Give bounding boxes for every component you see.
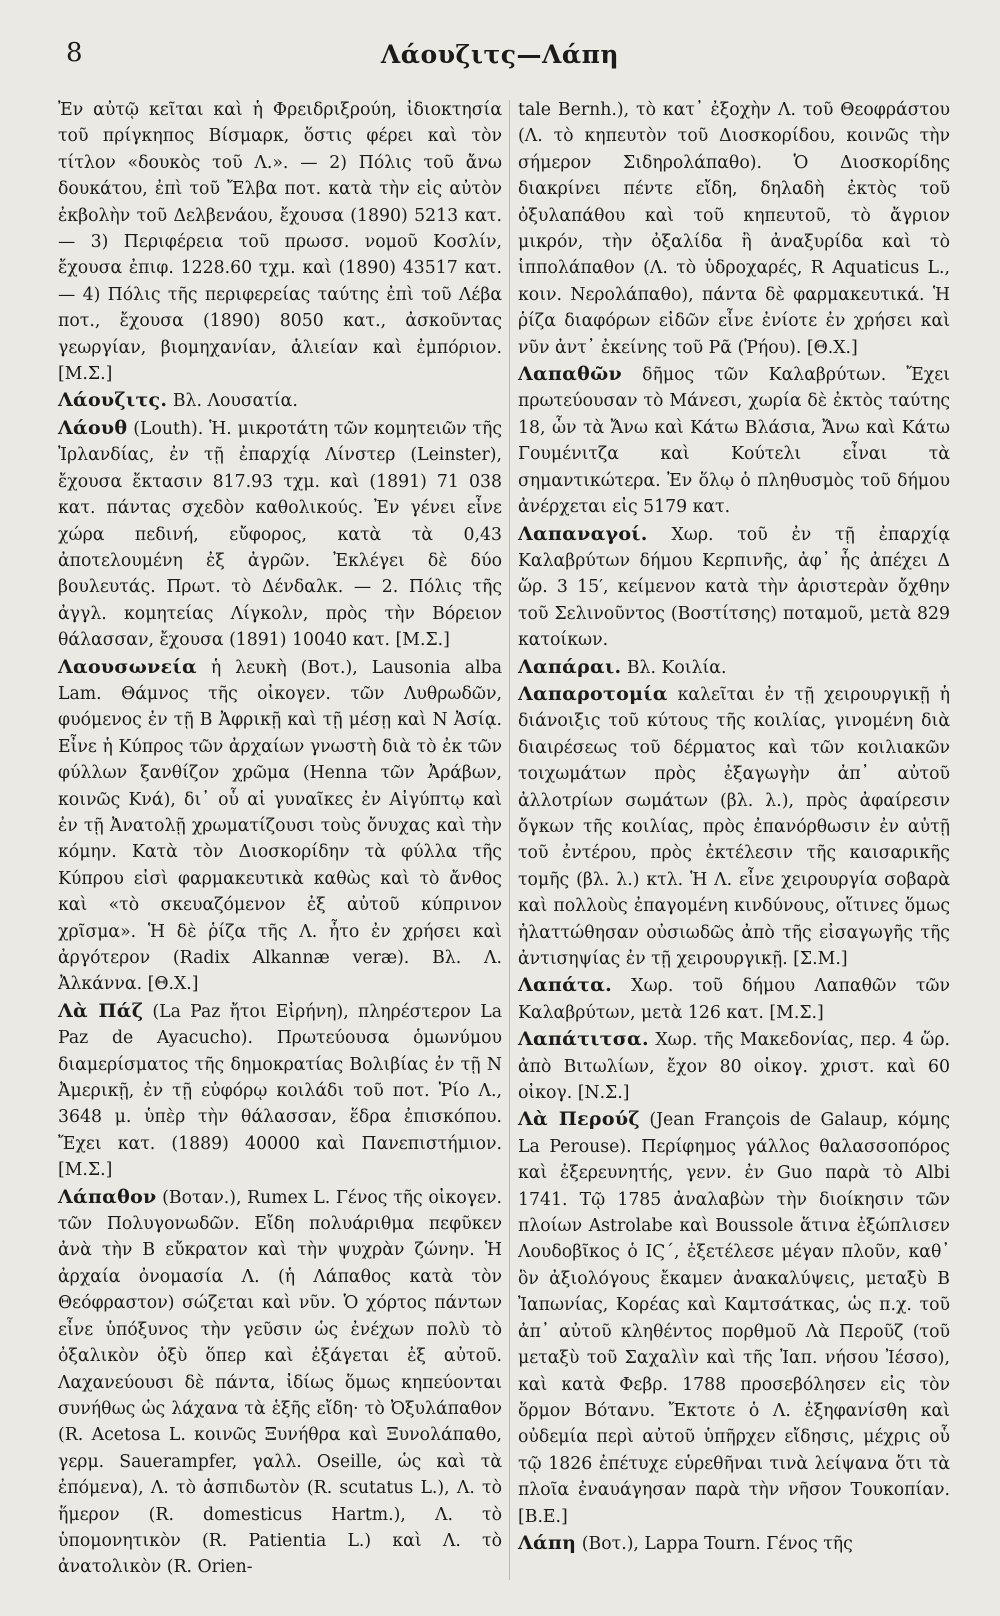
dictionary-entry (58, 387, 502, 414)
entry-text: (Βοτ.), Lappa Tourn. Γένος τῆς (576, 1533, 853, 1554)
entry-headword: Λαπάτιτσα. (518, 1028, 649, 1051)
entry-headword: Λάουζιτς. (58, 389, 168, 412)
dictionary-entry (518, 361, 950, 520)
entry-headword: Λάουθ (58, 416, 128, 439)
dictionary-entry (518, 521, 950, 654)
dictionary-entry (518, 972, 950, 1026)
column-divider (509, 100, 510, 1580)
entry-text: Χωρ. τοῦ δήμου Λαπαθῶν τῶν Καλαβρύτων, μετὰ 126 κατ. [Μ.Σ.] (518, 976, 950, 1023)
entry-headword: Λαπάραι. (518, 655, 622, 678)
entry-headword: Λαπαναγοί. (518, 522, 648, 545)
page-number: 8 (66, 38, 83, 68)
dictionary-entry (518, 681, 950, 972)
entry-headword: Λάπη (518, 1531, 577, 1554)
dictionary-entry (518, 1106, 950, 1530)
entry-text: Χωρ. τοῦ ἐν τῇ ἐπαρχίᾳ Καλαβρύτων δήμου Κερπινῆς, ἀφ᾽ ἧς ἀπέχει Δ ὥρ. 3 15′, κείμενον κατὰ τὴν ἀριστερὰν ὄχθην τοῦ Σελινοῦντος (Βοστίτσης) ποταμοῦ, μετὰ 829 κατοίκων. (518, 524, 950, 651)
entry-text: (Louth). Ἡ. μικροτάτη τῶν κομητειῶν τῆς Ἰρλανδίας, ἐν τῇ ἐπαρχίᾳ Λίνστερ (Leinster), ἔχουσα ἔκτασιν 817.93 τχμ. καὶ (1891) 71 038 κατ. πάντας σχεδὸν καθολικούς. Ἐν γένει εἶνε χώρα πεδινή, εὔφορος, κατὰ τὰ 0,43 ἀποτελουμένη ἐξ ἀγρῶν. Ἐκλέγει δὲ δύο βουλευτάς. Πρωτ. τὸ Δένδαλκ. — 2. Πόλις τῆς ἀγγλ. κομητείας Λίγκολν, πρὸς τὴν Βόρειον θάλασσαν, ἔχουσα (1891) 10040 κατ. [Μ.Σ.] (58, 418, 502, 651)
entry-text: Χωρ. τῆς Μακεδονίας, περ. 4 ὥρ. ἀπὸ Βιτωλίων, ἔχον 80 οἰκογ. χριστ. καὶ 60 οἰκογ. [Ν.Σ.] (518, 1030, 950, 1104)
entry-text: (La Paz ἤτοι Εἰρήνη), πληρέστερον La Paz de Ayacucho). Πρωτεύουσα ὁμωνύμου διαμερίσματος τῆς δημοκρατίας Βολιβίας ἐν τῇ Ν Ἀμερικῇ, ἐν τῇ εὐφόρῳ κοιλάδι τοῦ ποτ. Ῥίο Λ., 3648 μ. ὑπὲρ τὴν θάλασσαν, ἕδρα ἐπισκόπου. Ἔχει κατ. (1889) 40000 καὶ Πανεπιστήμιον. [Μ.Σ.] (58, 1001, 502, 1181)
entry-text: (Jean François de Galaup, κόμης La Perouse). Περίφημος γάλλος θαλασσοπόρος καὶ ἐξερευνητής, γενν. ἐν Guo παρὰ τὸ Albi 1741. Τῷ 1785 ἀναλαβὼν τὴν διοίκησιν τῶν πλοίων Astrolabe καὶ Boussole ἅτινα ἐξώπλισεν Λουδοβῖκος ὁ ΙϚ΄, ἐξετέλεσε μέγαν πλοῦν, καθ᾽ ὃν ἀξιολόγους ἔκαμεν ἀνακαλύψεις, μεταξὺ Β Ἰαπωνίας, Κορέας καὶ Καμτσάτκας, ὡς π.χ. τοῦ ἀπ᾽ αὐτοῦ κληθέντος πορθμοῦ Λὰ Περοῦζ (τοῦ μεταξὺ τοῦ Σαχαλὶν καὶ τῆς Ἰαπ. νήσου Ἰέσσο), καὶ κατὰ Φεβρ. 1788 προσεβόλησεν εἰς τὸν ὅρμον Βότανυ. Ἔκτοτε ὁ Λ. ἐξηφανίσθη καὶ οὐδεμία περὶ αὐτοῦ ὑπῆρχεν εἴδησις, μέχρις οὗ τῷ 1826 ἐπέτυχε εὑρεθῆναι τινὰ λείψανα ὅτι τὰ πλοῖα ἐναυάγησαν παρὰ τὴν νῆσον Τουκοπίαν. [Β.Ε.] (518, 1110, 950, 1527)
dictionary-entry (518, 1530, 950, 1557)
dictionary-entry (518, 96, 950, 361)
dictionary-entry (58, 96, 502, 387)
entry-text: Ἐν αὐτῷ κεῖται καὶ ἡ Φρειδριξρούη, ἰδιοκτησία τοῦ πρίγκηπος Βίσμαρκ, ὅστις φέρει καὶ τὸν τίτλον «δουκὸς τοῦ Λ.». — 2) Πόλις τοῦ ἄνω δουκάτου, ἐπὶ τοῦ Ἔλβα ποτ. κατὰ τὴν εἰς αὐτὸν ἐκβολὴν τοῦ Δελβενάου, ἔχουσα (1890) 5213 κατ. — 3) Περιφέρεια τοῦ πρωσσ. νομοῦ Κοσλίν, ἔχουσα ἐπιφ. 1228.60 τχμ. καὶ (1890) 43517 κατ. — 4) Πόλις τῆς περιφερείας ταύτης ἐπὶ τοῦ Λέβα ποτ., ἔχουσα (1890) 8050 κατ., ἀσκοῦντας γεωργίαν, βιομηχανίαν, ἁλιείαν καὶ ἐμπόριον. [Μ.Σ.] (58, 100, 502, 385)
entry-headword: Λὰ Πάζ (58, 999, 144, 1022)
dictionary-entry (58, 1184, 502, 1581)
dictionary-entry (518, 654, 950, 681)
entry-headword: Λαουσωνεία (58, 655, 197, 678)
entry-text: tale Bernh.), τὸ κατ᾽ ἐξοχὴν Λ. τοῦ Θεοφράστου (Λ. τὸ κηπευτὸν τοῦ Διοσκορίδου, κοινῶς τὴν σήμερον Σιδηρολάπαθο). Ὁ Διοσκορίδης διακρίνει πέντε εἴδη, δηλαδὴ ἐκτὸς τοῦ ὀξυλαπάθου καὶ τοῦ κηπευτοῦ, τὸ ἄγριον μικρόν, τὴν ὀξαλίδα ἢ ἀναξυρίδα καὶ τὸ ἱππολάπαθον (Λ. τὸ ὑδροχαρές, R Aquaticus L., κοιν. Νερολάπαθο), πάντα δὲ φαρμακευτικά. Ἡ ῥίζα διαφόρων εἰδῶν εἶνε ἐνίοτε ἐν χρήσει καὶ νῦν ἀντ᾽ ἐκείνης τοῦ Ρᾶ (Ῥήου). [Θ.Χ.] (518, 100, 950, 358)
entry-text: ἡ λευκὴ (Βοτ.), Lausonia alba Lam. Θάμνος τῆς οἰκογεν. τῶν Λυθρωδῶν, φυόμενος ἐν τῇ Β Ἀφρικῇ καὶ τῇ μέσῃ καὶ Ν Ἀσίᾳ. Εἶνε ἡ Κύπρος τῶν ἀρχαίων γνωστὴ διὰ τὸ ἐκ τῶν φύλλων ξανθίζον χρῶμα (Henna τῶν Ἀράβων, κοινῶς Κνά), δι᾽ οὗ αἱ γυναῖκες ἐν Αἰγύπτῳ καὶ ἐν τῇ Ἀνατολῇ χρωματίζουσι τοὺς ὄνυχας καὶ τὴν κόμην. Κατὰ τὸν Διοσκορίδην τὰ φύλλα τῆς Κύπρου εἰσὶ φαρμακευτικὰ καθὼς καὶ τὸ ἄνθος καὶ «τὸ σκευαζόμενον ἐξ αὐτοῦ κύπρινον χρῖσμα». Ἡ δὲ ῥίζα τῆς Λ. ἦτο ἐν χρήσει καὶ ἀργότερον (Radix Alkannæ veræ). Βλ. Λ. Ἀλκάννα. [Θ.Χ.] (58, 657, 502, 995)
right-column (518, 96, 950, 1557)
entry-headword: Λὰ Περούζ (518, 1108, 640, 1131)
entry-text: δῆμος τῶν Καλαβρύτων. Ἔχει πρωτεύουσαν τὸ Μάνεσι, χωρία δὲ ἐκτὸς ταύτης 18, ὧν τὰ Ἄνω καὶ Κάτω Βλάσια, Ἄνω καὶ Κάτω Γουμένιτζα καὶ Κούτελι εἶναι τὰ σημαντικώτερα. Ἐν ὅλῳ ὁ πληθυσμὸς τοῦ δήμου ἀνέρχεται εἰς 5179 κατ. (518, 365, 950, 518)
entry-headword: Λαπαροτομία (518, 682, 668, 705)
entry-text: (Βοταν.), Rumex L. Γένος τῆς οἰκογεν. τῶν Πολυγονωδῶν. Εἴδη πολυάριθμα πεφῦκεν ἀνὰ τὴν Β εὔκρατον καὶ τὴν ψυχρὰν ζώνην. Ἡ ἀρχαία ὀνομασία Λ. (ἡ Λάπαθος κατὰ τὸν Θεόφραστον) σώζεται καὶ νῦν. Ὁ χόρτος πάντων εἶνε ὑπόξυνος τὴν γεῦσιν ὡς ἐνέχων πολὺ τὸ ὀξαλικὸν ὀξὺ ὅπερ καὶ ἐξάγεται ἐξ αὐτοῦ. Λαχανεύουσι δὲ πάντα, ἰδίως ὅμως κηπεύονται συνήθως ὡς λάχανα τὰ ἑξῆς εἴδη· τὸ Ὀξυλάπαθον (R. Acetosa L. κοινῶς Ξυνήθρα καὶ Ξυνολάπαθο, γερμ. Sauerampfer, γαλλ. Oseille, ὡς καὶ τὰ ἐπόμενα), Λ. τὸ ἀσπιδωτὸν (R. scutatus L.), Λ. τὸ ἥμερον (R. domesticus Hartm.), Λ. τὸ ὑπομονητικὸν (R. Patientia L.) καὶ Λ. τὸ ἀνατολικὸν (R. Orien- (58, 1187, 502, 1578)
entry-text: Βλ. Λουσατία. (167, 391, 298, 412)
dictionary-entry (58, 415, 502, 654)
dictionary-entry (58, 654, 502, 998)
entry-headword: Λαπάτα. (518, 974, 613, 997)
entry-text: Βλ. Κοιλία. (621, 657, 727, 678)
dictionary-entry (58, 998, 502, 1184)
left-column (58, 96, 502, 1581)
entry-headword: Λαπαθῶν (518, 363, 622, 386)
running-head: Λάουζιτς—Λάπη (380, 40, 620, 69)
entry-headword: Λάπαθον (58, 1185, 157, 1208)
entry-text: καλεῖται ἐν τῇ χειρουργικῇ ἡ διάνοιξις τοῦ κύτους τῆς κοιλίας, γινομένη διὰ διαιρέσεως τοῦ δέρματος καὶ τῶν κοιλιακῶν τοιχωμάτων πρὸς ἐξαγωγὴν ἀπ᾽ αὐτοῦ ἀλλοτρίων σωμάτων (βλ. λ.), πρὸς ἀφαίρεσιν ὄγκων τῆς κοιλίας, πρὸς ἐπανόρθωσιν ἐν αὐτῇ τοῦ ἐντέρου, πρὸς ἐκτέλεσιν τῆς καισαρικῆς τομῆς (βλ. λ.) κτλ. Ἡ Λ. εἶνε χειρουργία σοβαρὰ καὶ πολλοὺς ἐπαγομένη κινδύνους, οἵτινες ὅμως ἠλαττώθησαν οὐσιωδῶς ἀπὸ τῆς εἰσαγωγῆς τῆς ἀντισηψίας ἐν τῇ χειρουργικῇ. [Σ.Μ.] (518, 684, 950, 969)
dictionary-entry (518, 1026, 950, 1106)
